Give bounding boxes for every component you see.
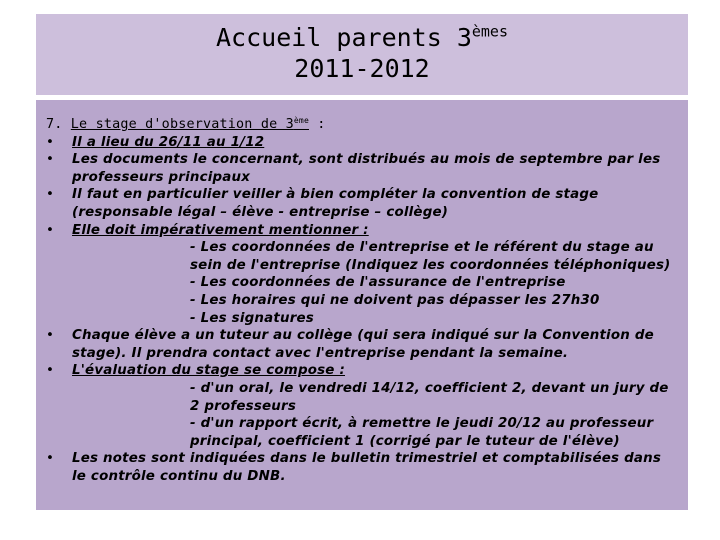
sub-item: - d'un rapport écrit, à remettre le jeudi 20/12 au professeur principal, coefficient 1 (corrigé par le tuteur de l'élève) xyxy=(190,416,654,449)
bullet-icon: • xyxy=(46,134,55,150)
bullet-icon: • xyxy=(46,222,55,238)
list-item xyxy=(46,222,678,240)
list-item xyxy=(46,186,678,221)
item-text: L'évaluation du stage se compose : xyxy=(72,363,345,379)
list-item xyxy=(46,134,678,152)
list-item xyxy=(46,450,678,485)
slide-title xyxy=(36,23,688,53)
slide-title-box xyxy=(36,14,688,95)
content-box xyxy=(36,100,688,510)
title-superscript: èmes xyxy=(471,22,508,41)
item-text: Chaque élève a un tuteur au collège (qui sera indiqué sur la Convention de stage). Il prendra contact avec l'entreprise pendant la semaine. xyxy=(72,328,654,361)
sub-item: - Les coordonnées de l'assurance de l'entreprise xyxy=(190,275,566,291)
section-title-colon: : xyxy=(308,117,326,132)
item-text: Elle doit impérativement mentionner : xyxy=(72,222,369,238)
section-heading xyxy=(46,116,678,134)
bullet-icon: • xyxy=(46,187,55,203)
item-text: Il a lieu du 26/11 au 1/12 xyxy=(72,134,265,150)
bullet-icon: • xyxy=(46,152,55,168)
sub-item: - Les signatures xyxy=(190,310,314,326)
list-item xyxy=(46,151,678,186)
sub-item: - d'un oral, le vendredi 14/12, coefficient 2, devant un jury de 2 professeurs xyxy=(190,380,669,414)
list-item xyxy=(46,327,678,362)
sub-item: - Les coordonnées de l'entreprise et le référent du stage au sein de l'entreprise (Indiquez les coordonnées téléphoniques) xyxy=(190,240,671,273)
title-text: Accueil parents 3 xyxy=(216,23,472,52)
bullet-icon: • xyxy=(46,328,55,344)
item-text: Il faut en particulier veiller à bien compléter la convention de stage (responsable légal – élève - entreprise – collège) xyxy=(72,187,599,220)
bullet-icon: • xyxy=(46,451,55,467)
section-title-superscript: ème xyxy=(293,115,309,125)
slide-year: 2011-2012 xyxy=(294,54,430,83)
section-title xyxy=(71,117,309,132)
content-text xyxy=(46,116,678,485)
item-text: Les documents le concernant, sont distribués au mois de septembre par les professeurs principaux xyxy=(72,152,661,185)
list-item xyxy=(46,362,678,380)
bullet-icon: • xyxy=(46,363,55,379)
item-text: Les notes sont indiquées dans le bulletin trimestriel et comptabilisées dans le contrôle continu du DNB. xyxy=(72,451,661,484)
section-title-text: Le stage d'observation de 3 xyxy=(70,117,294,132)
sub-item: - Les horaires qui ne doivent pas dépasser les 27h30 xyxy=(190,292,600,308)
section-number: 7. xyxy=(46,117,63,132)
